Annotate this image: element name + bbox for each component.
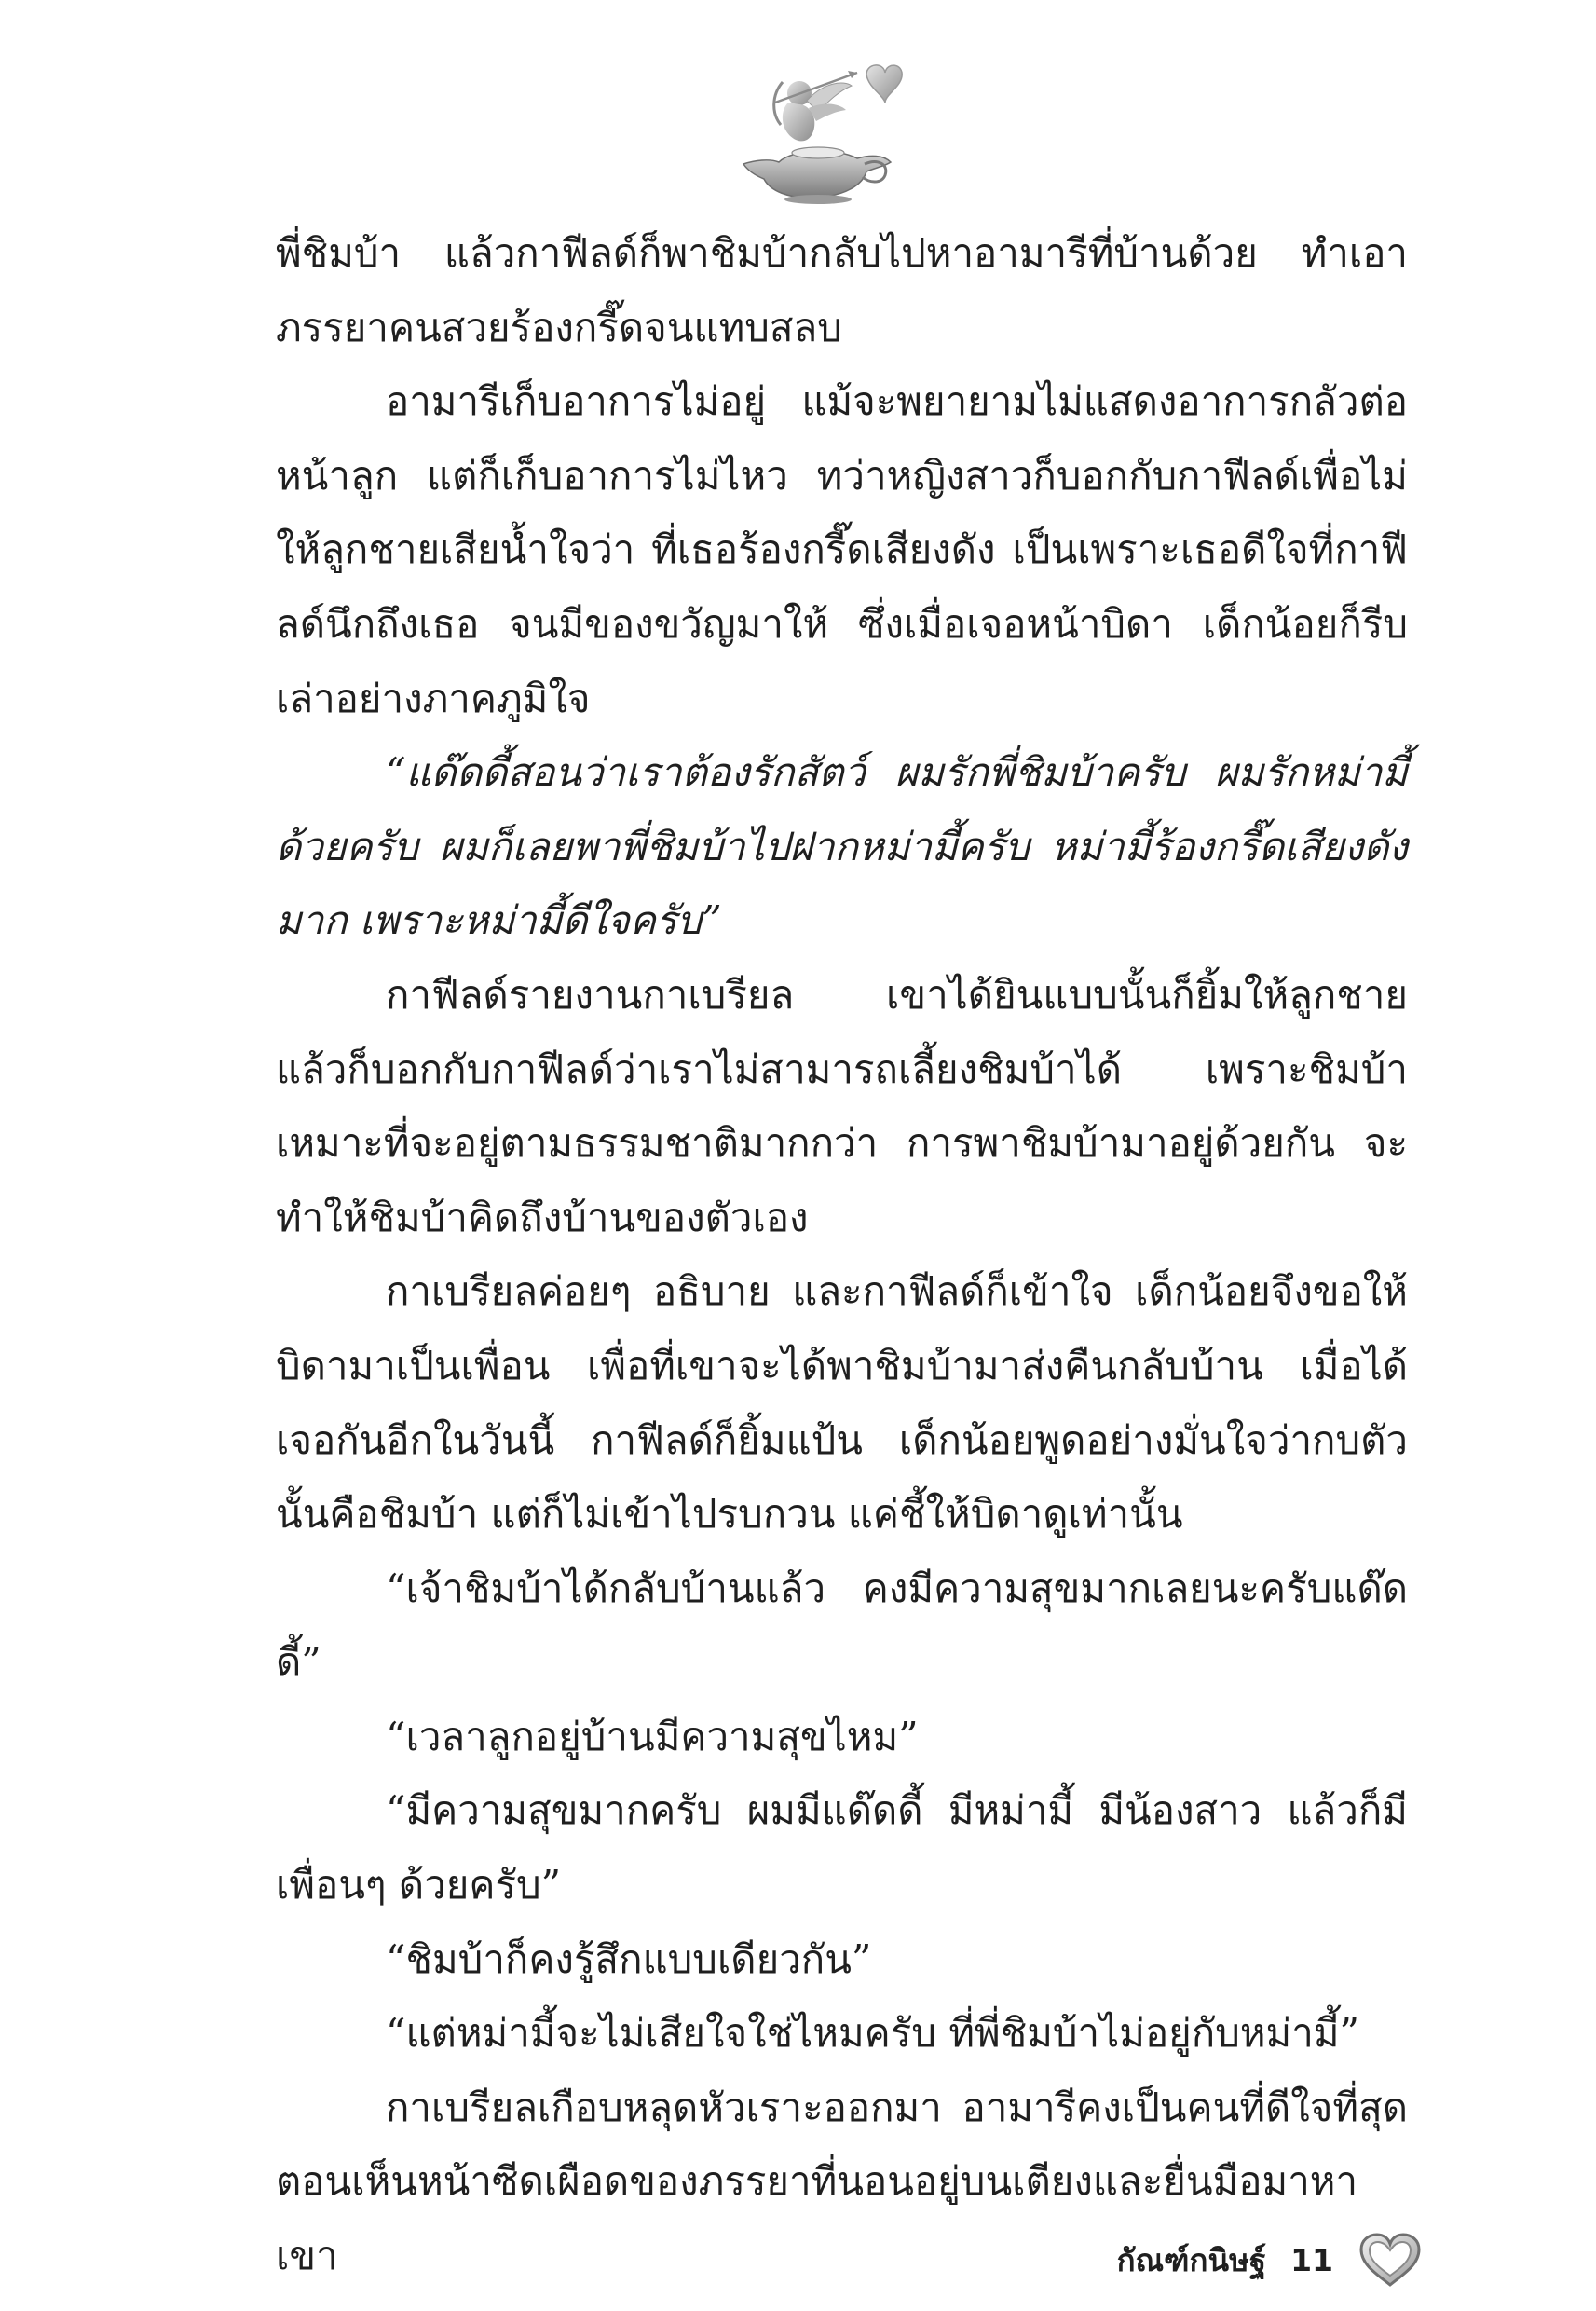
page-number: 11 [1290,2241,1333,2278]
dialogue-line: “ชิมบ้าก็คงรู้สึกแบบเดียวกัน” [386,1935,872,1982]
dialogue-line: “แต่หม่ามี้จะไม่เสียใจใช่ไหมครับ ที่พี่ชิมบ้าไม่อยู่กับหม่ามี้” [386,2010,1359,2057]
paragraph: กาฟีลด์รายงานกาเบรียล เขาได้ยินแบบนั้นก็ยิ้มให้ลูกชาย แล้วก็บอกกับกาฟีลด์ว่าเราไม่สามารถเลี้ยงชิมบ้าได้ เพราะชิมบ้าเหมาะที่จะอยู่ตามธรรมชาติมากกว่า การพาชิมบ้ามาอยู่ด้วยกัน จะทำให้ชิมบ้าคิดถึงบ้านของตัวเอง [276,971,1408,1240]
dialogue-line: “เวลาลูกอยู่บ้านมีความสุขไหม” [386,1713,919,1759]
dialogue-line: “เจ้าชิมบ้าได้กลับบ้านแล้ว คงมีความสุขมากเลยนะครับแด๊ดดี้” [276,1565,1408,1686]
chapter-body-text [276,216,1408,2293]
running-footer [1117,2227,1423,2292]
paragraph: กาเบรียลค่อยๆ อธิบาย และกาฟีลด์ก็เข้าใจ เด็กน้อยจึงขอให้บิดามาเป็นเพื่อน เพื่อที่เขาจะได้พาชิมบ้ามาส่งคืนกลับบ้าน เมื่อได้เจอกันอีกในวันนี้ กาฟีลด์ก็ยิ้มแป้น เด็กน้อยพูดอย่างมั่นใจว่ากบตัวนั้นคือชิมบ้า แต่ก็ไม่เข้าไปรบกวน แค่ชี้ให้บิดาดูเท่านั้น [276,1268,1408,1538]
cupid-teapot-ornament-icon [727,54,904,208]
paragraph: อามารีเก็บอาการไม่อยู่ แม้จะพยายามไม่แสดงอาการกลัวต่อหน้าลูก แต่ก็เก็บอาการไม่ไหว ทว่าหญิงสาวก็บอกกับกาฟีลด์เพื่อไม่ให้ลูกชายเสียน้ำใจว่า ที่เธอร้องกรี๊ดเสียงดัง เป็นเพราะเธอดีใจที่กาฟีลด์นึกถึงเธอ จนมีของขวัญมาให้ ซึ่งเมื่อเจอหน้าบิดา เด็กน้อยก็รีบเล่าอย่างภาคภูมิใจ [276,378,1408,721]
book-title: กัณฑ์กนิษฐ์ [1116,2241,1267,2278]
paragraph: กาเบรียลเกือบหลุดหัวเราะออกมา อามารีคงเป็นคนที่ดีใจที่สุดตอนเห็นหน้าซีดเผือดของภรรยาที่นอนอยู่บนเตียงและยื่นมือมาหาเขา [276,2084,1408,2279]
paragraph: พี่ชิมบ้า แล้วกาฟีลด์ก็พาชิมบ้ากลับไปหาอามารีที่บ้านด้วย ทำเอาภรรยาคนสวยร้องกรี๊ดจนแทบสลบ [276,230,1408,350]
dialogue-line: “มีความสุขมากครับ ผมมีแด๊ดดี้ มีหม่ามี้ มีน้องสาว แล้วก็มีเพื่อนๆ ด้วยครับ” [276,1787,1408,1908]
italic-quote-paragraph: “แด๊ดดี้สอนว่าเราต้องรักสัตว์ ผมรักพี่ชิมบ้าครับ ผมรักหม่ามี้ด้วยครับ ผมก็เลยพาพี่ชิมบ้าไปฝากหม่ามี้ครับ หม่ามี้ร้องกรี๊ดเสียงดังมาก เพราะหม่ามี้ดีใจครับ” [276,749,1408,944]
heart-outline-icon [1357,2231,1423,2289]
